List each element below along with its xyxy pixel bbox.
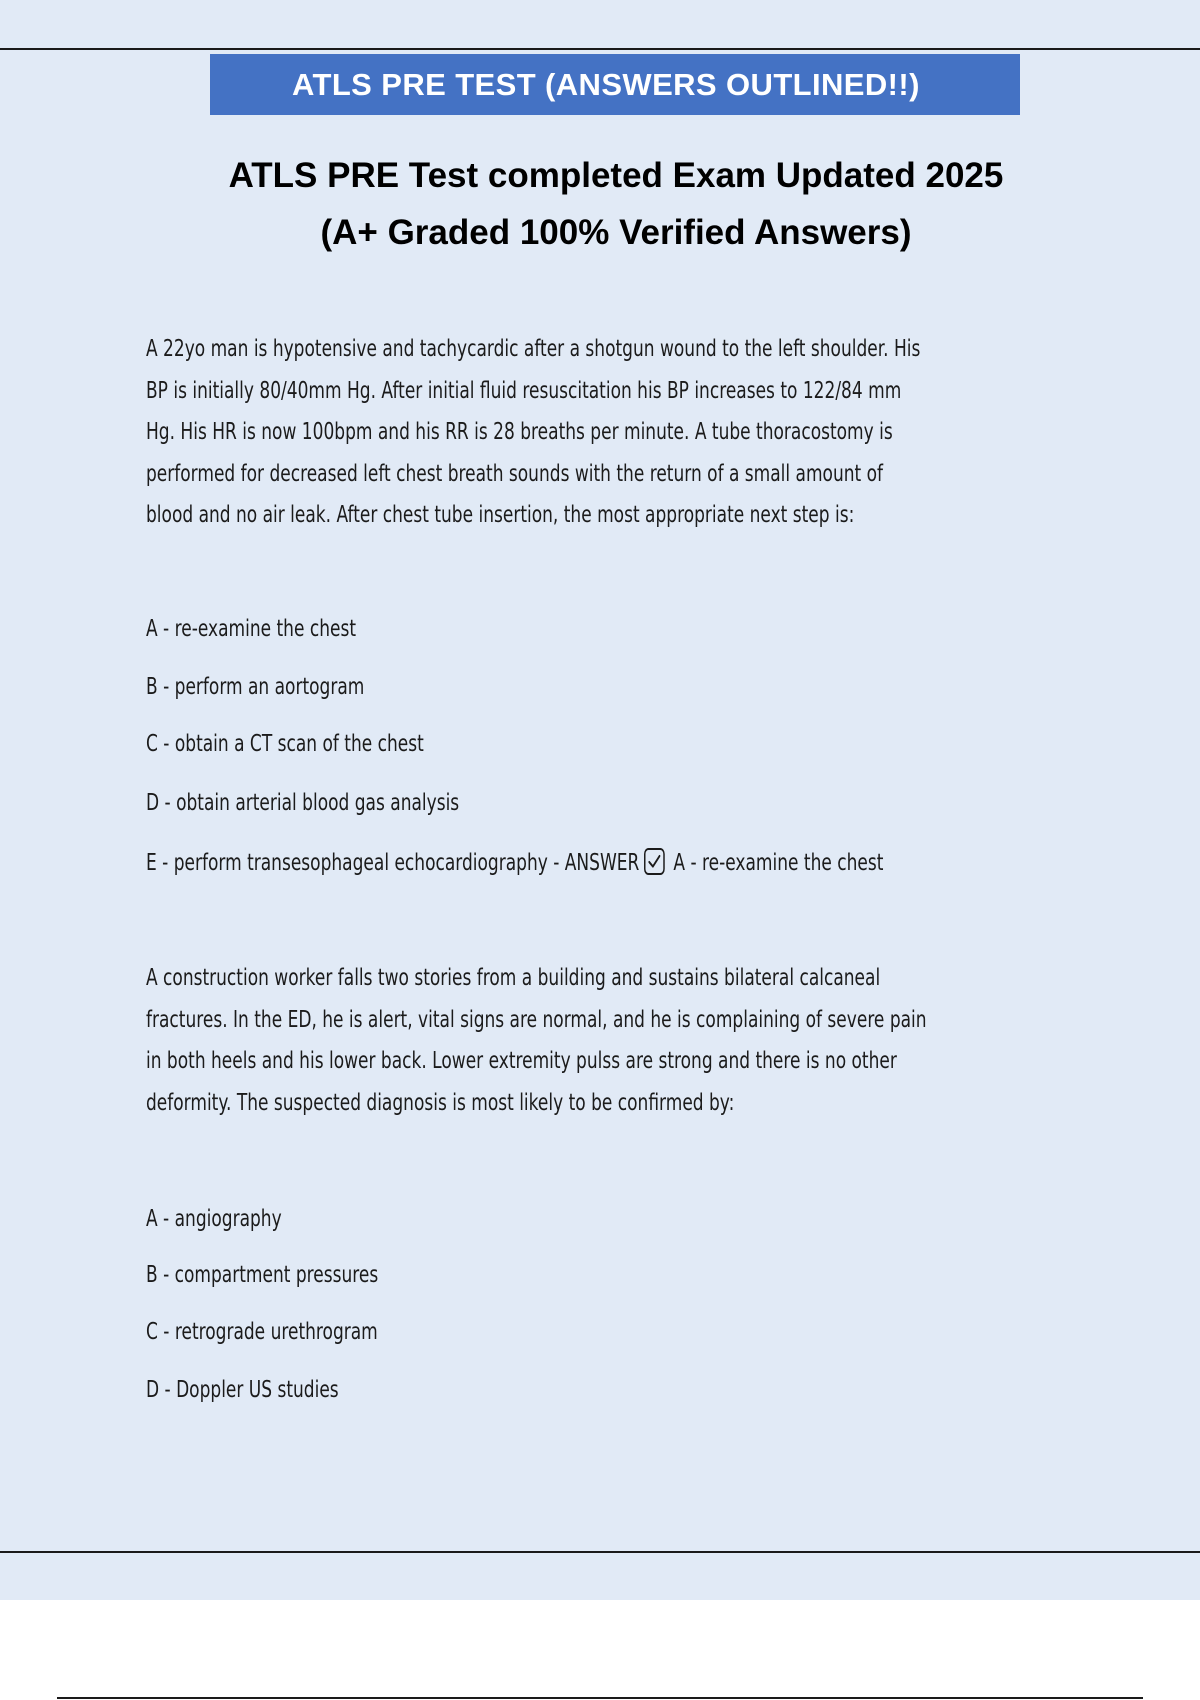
banner-text: ATLS PRE TEST (ANSWERS OUTLINED!!) xyxy=(292,66,920,102)
question-1-answer: A - re-examine the chest xyxy=(673,850,884,876)
question-1-line: performed for decreased left chest breath sounds with the return of a small amount of xyxy=(146,460,884,487)
question-2-option-d: D - Doppler US studies xyxy=(146,1377,339,1403)
question-2-option-a: A - angiography xyxy=(146,1206,282,1232)
question-1-text xyxy=(146,329,920,537)
question-2-line: A construction worker falls two stories from a building and sustains bilateral calcaneal xyxy=(146,965,881,991)
title-line-1: ATLS PRE Test completed Exam Updated 2025 xyxy=(228,156,1004,195)
top-rule xyxy=(0,48,1200,50)
question-1-line: A 22yo man is hypotensive and tachycardic after a shotgun wound to the left shoulder. His xyxy=(146,336,921,362)
checkbox-checked-icon xyxy=(644,848,665,875)
question-1-option-e-with-answer xyxy=(146,848,883,878)
page-title xyxy=(100,147,1132,261)
title-line-2: (A+ Graded 100% Verified Answers) xyxy=(320,213,912,252)
question-1-line: BP is initially 80/40mm Hg. After initial fluid resuscitation his BP increases to 122/84 mm xyxy=(146,377,902,404)
question-2-line: in both heels and his lower back. Lower extremity pulss are strong and there is no other xyxy=(146,1048,897,1074)
question-1-option-a: A - re-examine the chest xyxy=(146,616,356,642)
question-1-option-b: B - perform an aortogram xyxy=(146,674,365,700)
question-1-line: blood and no air leak. After chest tube insertion, the most appropriate next step is: xyxy=(146,502,855,528)
footer-rule xyxy=(57,1697,1143,1699)
question-2-text xyxy=(146,958,927,1124)
question-1-line: Hg. His HR is now 100bpm and his RR is 28 breaths per minute. A tube thoracostomy is xyxy=(146,419,893,445)
question-1-option-d: D - obtain arterial blood gas analysis xyxy=(146,790,460,816)
question-1-option-e: E - perform transesophageal echocardiography - ANSWER xyxy=(146,850,640,876)
question-2-option-b: B - compartment pressures xyxy=(146,1262,379,1288)
question-2-line: fractures. In the ED, he is alert, vital signs are normal, and he is complaining of severe pain xyxy=(146,1006,927,1033)
question-2-line: deformity. The suspected diagnosis is most likely to be confirmed by: xyxy=(146,1089,735,1116)
question-1-option-c: C - obtain a CT scan of the chest xyxy=(146,731,424,757)
header-banner xyxy=(210,54,1020,115)
bottom-rule xyxy=(0,1551,1200,1553)
question-2-option-c: C - retrograde urethrogram xyxy=(146,1319,378,1345)
